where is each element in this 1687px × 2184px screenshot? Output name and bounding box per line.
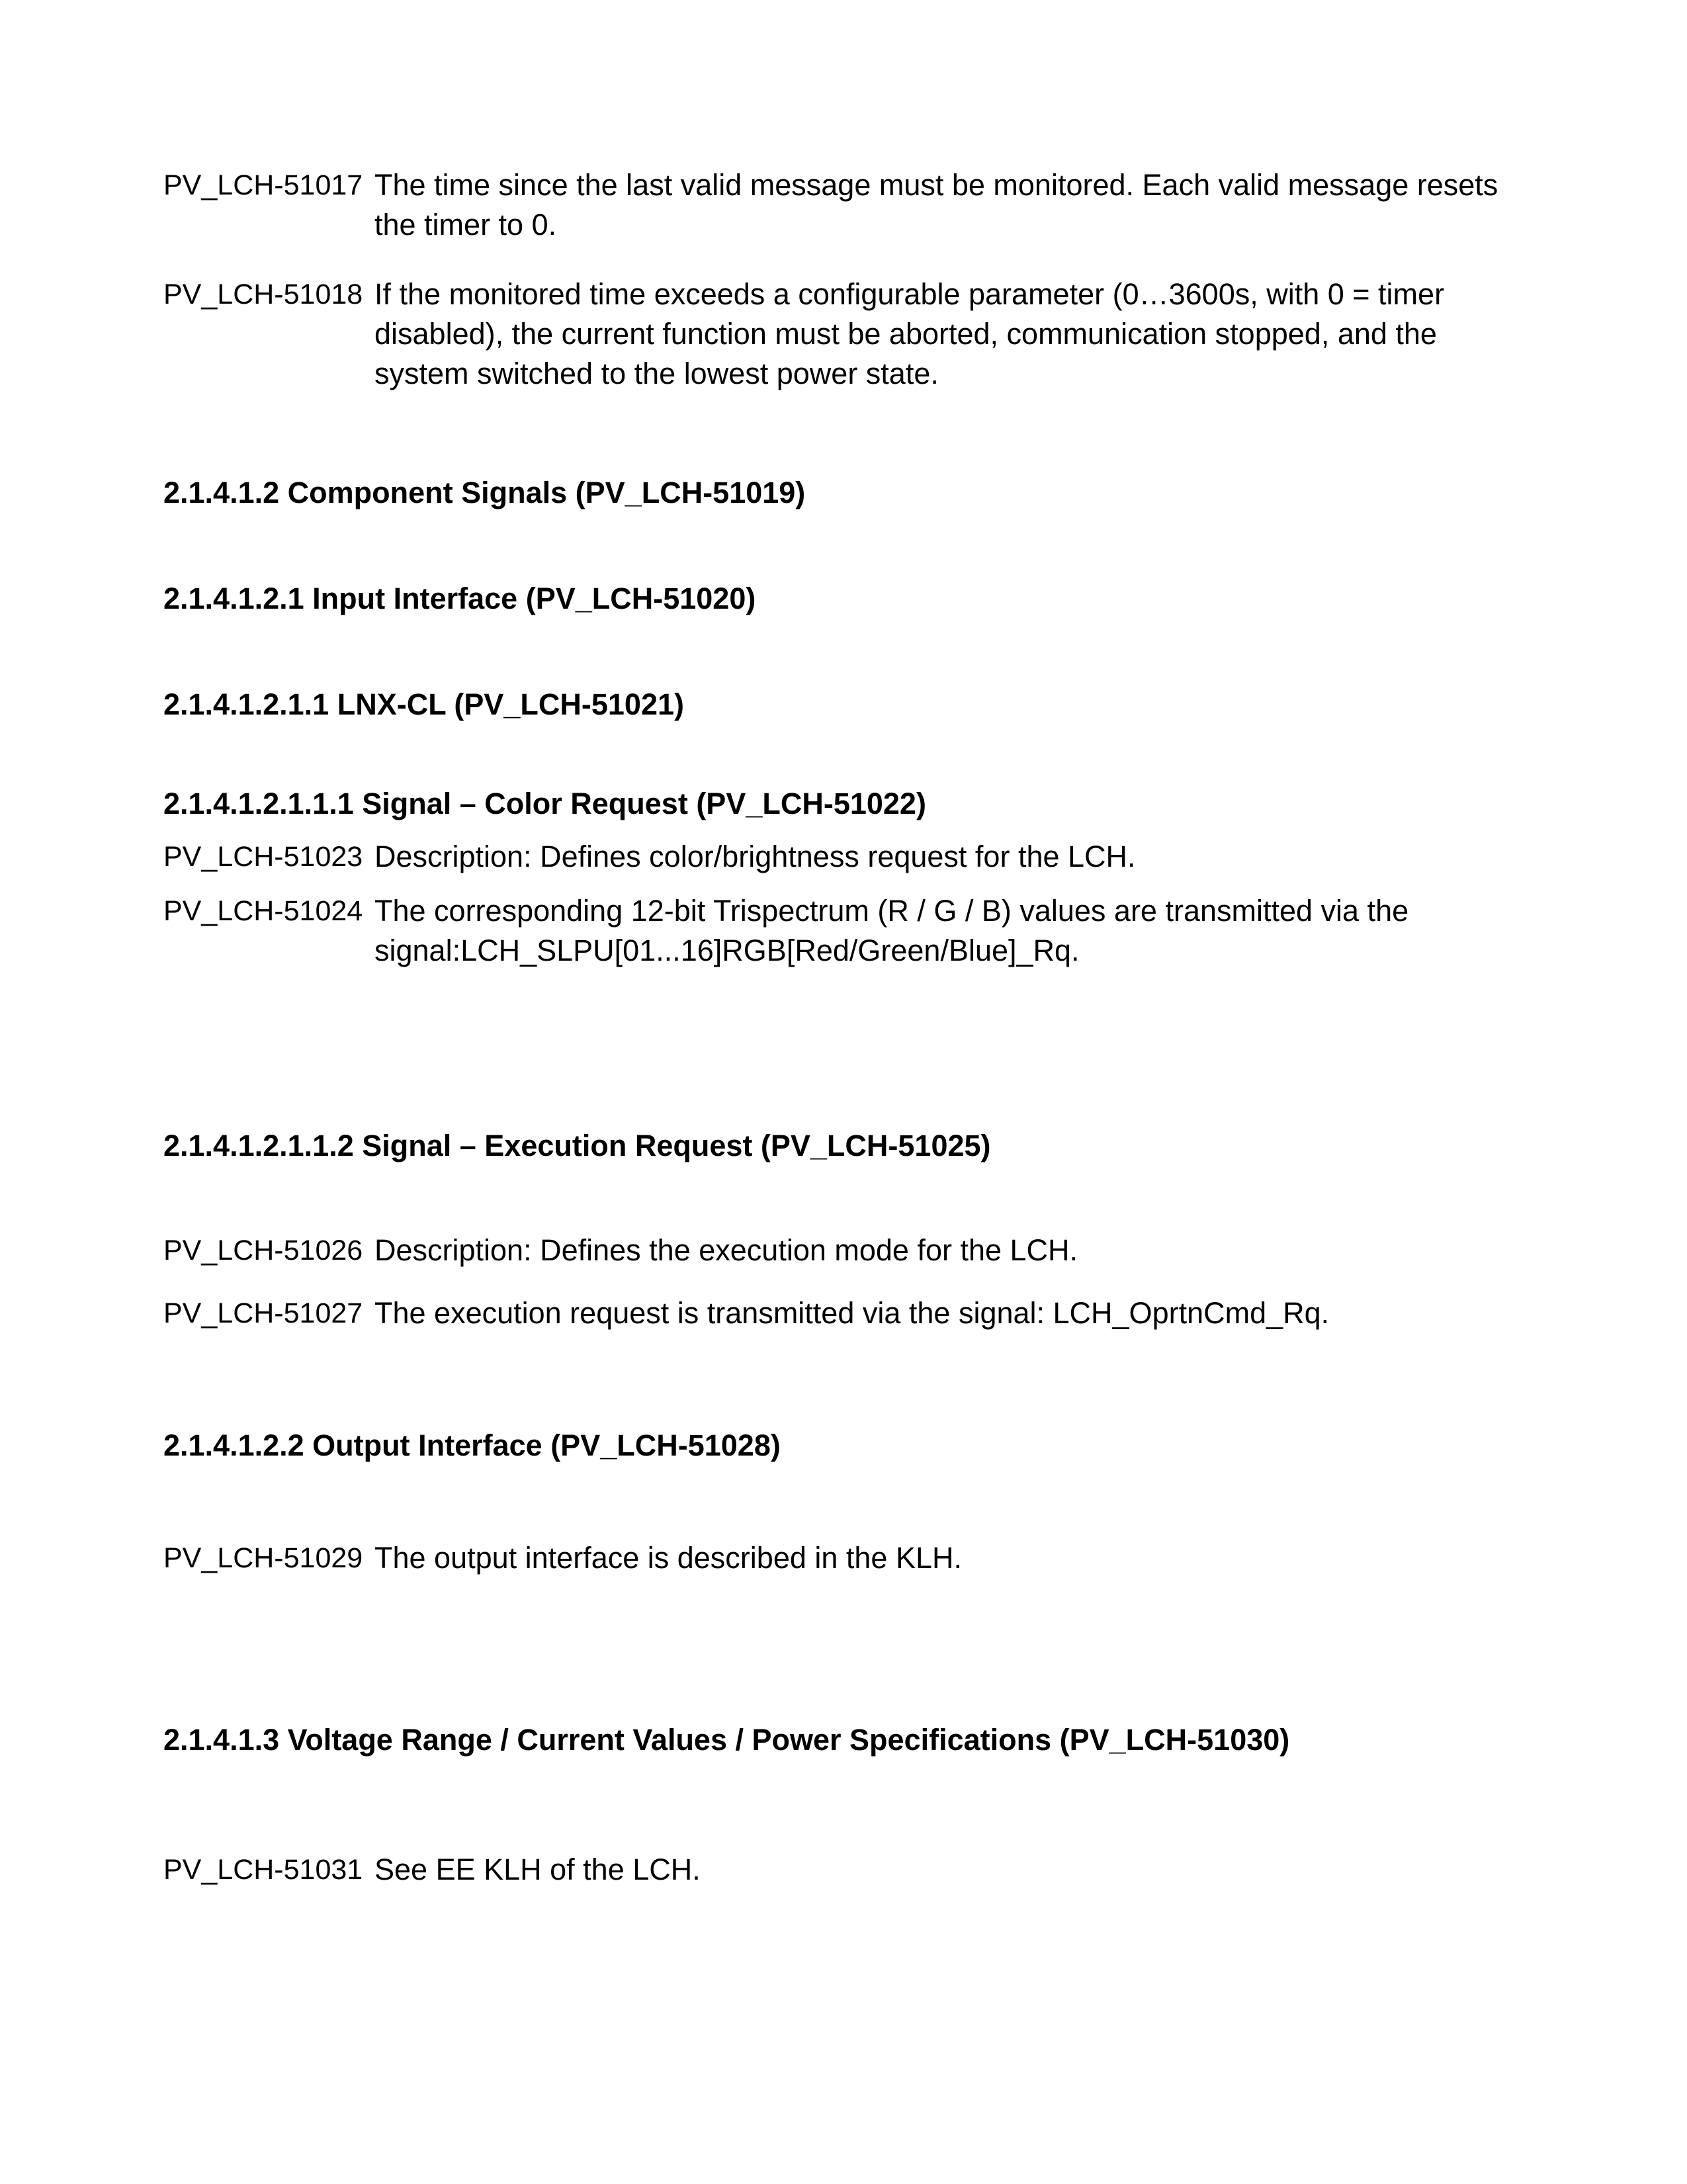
requirement-text: The output interface is described in the KLH.	[374, 1541, 963, 1575]
requirement-id: PV_LCH-51024	[163, 895, 363, 927]
requirement-row	[163, 1293, 1519, 1333]
requirement-row	[163, 837, 1519, 877]
section-heading: 2.1.4.1.2.2 Output Interface (PV_LCH-51028)	[163, 1428, 781, 1462]
requirement-id: PV_LCH-51023	[163, 841, 363, 873]
requirement-row	[163, 165, 1519, 245]
requirement-row	[163, 1850, 1519, 1890]
section-heading: 2.1.4.1.2.1 Input Interface (PV_LCH-51020)	[163, 582, 756, 615]
requirement-text: The time since the last valid message must be monitored. Each valid message resets the timer to 0.	[374, 168, 1498, 241]
requirement-id: PV_LCH-51017	[163, 169, 363, 201]
requirement-row	[163, 1231, 1519, 1270]
section-heading: 2.1.4.1.3 Voltage Range / Current Values / Power Specifications (PV_LCH-51030)	[163, 1723, 1290, 1757]
requirement-text: Description: Defines color/brightness request for the LCH.	[374, 840, 1136, 873]
section-heading: 2.1.4.1.2.1.1.1 Signal – Color Request (PV_LCH-51022)	[163, 787, 926, 820]
section-heading: 2.1.4.1.2 Component Signals (PV_LCH-51019)	[163, 476, 806, 509]
requirement-id: PV_LCH-51031	[163, 1854, 363, 1886]
requirement-text: The execution request is transmitted via the signal: LCH_OprtnCmd_Rq.	[374, 1296, 1330, 1330]
requirement-row	[163, 1538, 1519, 1578]
requirement-id: PV_LCH-51026	[163, 1235, 363, 1266]
requirement-text: The corresponding 12-bit Trispectrum (R / G / B) values are transmitted via the signal:LCH_SLPU[01...16]RGB[Red/Green/Blue]_Rq.	[374, 894, 1409, 967]
requirement-text: If the monitored time exceeds a configurable parameter (0…3600s, with 0 = timer disabled), the current function must be aborted, communication stopped, and the system switched to the lowest power state.	[374, 277, 1445, 390]
section-heading: 2.1.4.1.2.1.1.2 Signal – Execution Request (PV_LCH-51025)	[163, 1129, 991, 1162]
requirement-id: PV_LCH-51018	[163, 279, 363, 310]
requirement-row	[163, 275, 1519, 394]
section-heading: 2.1.4.1.2.1.1 LNX-CL (PV_LCH-51021)	[163, 687, 684, 721]
requirement-text: Description: Defines the execution mode for the LCH.	[374, 1233, 1078, 1267]
requirement-text: See EE KLH of the LCH.	[374, 1853, 701, 1886]
requirement-row	[163, 891, 1519, 971]
requirement-id: PV_LCH-51029	[163, 1542, 363, 1574]
requirement-id: PV_LCH-51027	[163, 1297, 363, 1329]
